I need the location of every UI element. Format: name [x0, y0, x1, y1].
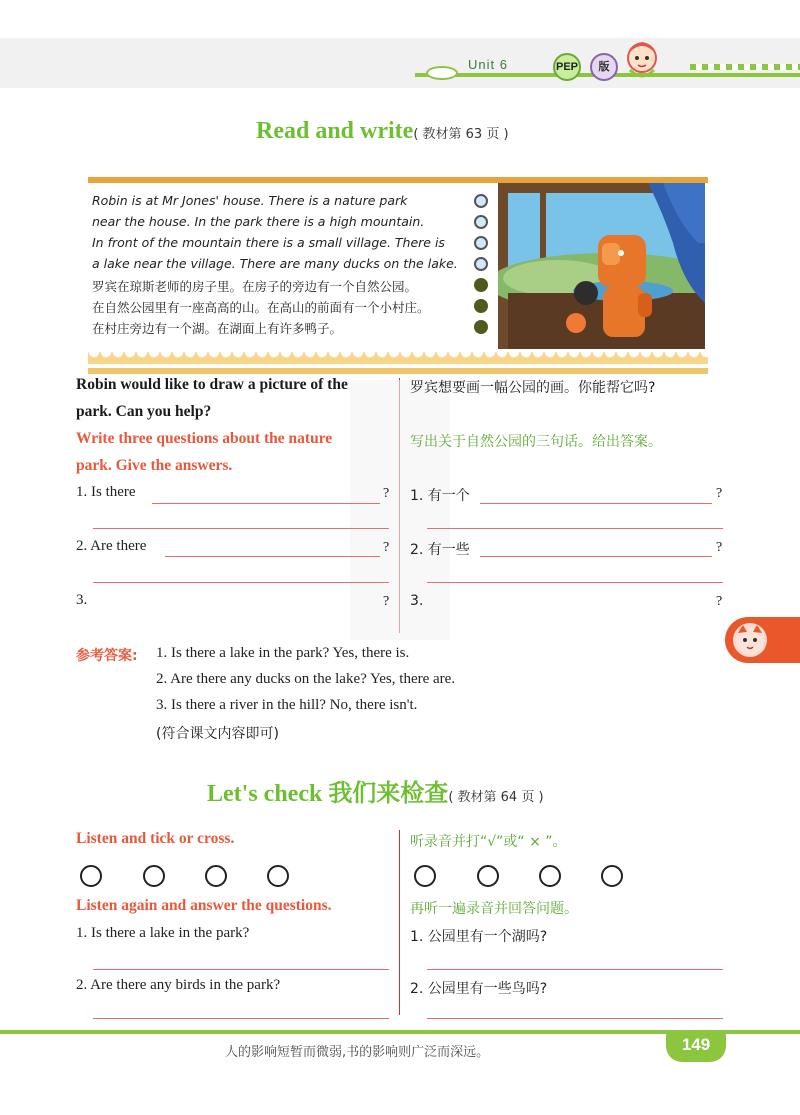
- binder-ring-icon: [474, 299, 488, 313]
- answer-line[interactable]: [93, 969, 389, 970]
- answer-line[interactable]: [152, 503, 380, 504]
- answer-line[interactable]: [93, 1018, 389, 1019]
- robot-window-illustration: [498, 183, 705, 349]
- prompt-en-line: Robin would like to draw a picture of the: [76, 376, 348, 393]
- footer-motto: 人的影响短暂而微弱,书的影响则广泛而深远。: [225, 1045, 490, 1060]
- question-cn-1: 1. 有一个: [410, 488, 470, 504]
- question-en-3: 3.: [76, 592, 88, 608]
- prompt-en-line: park. Can you help?: [76, 403, 212, 420]
- check-question-en-2: 2. Are there any birds in the park?: [76, 977, 281, 993]
- tick-cross-circle[interactable]: [267, 865, 289, 887]
- check-question-en-1: 1. Is there a lake in the park?: [76, 925, 250, 941]
- question-mark: ?: [383, 486, 390, 501]
- instruction-en-line: Write three questions about the nature: [76, 430, 333, 447]
- story-scallop-border: [88, 352, 708, 364]
- question-en-1: 1. Is there: [76, 484, 136, 500]
- binder-ring-icon: [474, 194, 488, 208]
- watermark-block: [350, 380, 450, 640]
- answer-line[interactable]: [165, 556, 380, 557]
- reference-answers-label: 参考答案:: [76, 648, 138, 664]
- read-write-title: Read and write: [256, 118, 414, 144]
- lets-check-title-row: [207, 773, 544, 808]
- answer-item: 2. Are there any ducks on the lake? Yes, there are.: [156, 671, 456, 687]
- tick-cross-circle[interactable]: [601, 865, 623, 887]
- answer-line[interactable]: [480, 503, 712, 504]
- question-cn-2: 2. 有一些: [410, 542, 470, 558]
- question-mark: ?: [383, 594, 390, 609]
- mascot-face-icon: [733, 623, 767, 657]
- question-mark: ?: [716, 594, 723, 609]
- answer-line[interactable]: [427, 1018, 723, 1019]
- story-line-en: Robin is at Mr Jones' house. There is a nature park: [92, 193, 408, 208]
- story-line-cn: 罗宾在琼斯老师的房子里。在房子的旁边有一个自然公园。: [92, 279, 418, 294]
- story-line-cn: 在自然公园里有一座高高的山。在高山的前面有一个小村庄。: [92, 300, 430, 315]
- story-line-en: a lake near the village. There are many ducks on the lake.: [92, 256, 458, 271]
- answer-item: 3. Is there a river in the hill? No, there isn't.: [156, 697, 418, 713]
- question-mark: ?: [716, 540, 723, 555]
- edition-badge: 版: [590, 53, 618, 81]
- check-question-cn-1: 1. 公园里有一个湖吗?: [410, 929, 548, 945]
- pep-badge: PEP: [553, 53, 581, 81]
- header-band: [0, 38, 800, 88]
- question-mark: ?: [716, 486, 723, 501]
- instruction-cn: 写出关于自然公园的三句话。给出答案。: [410, 434, 662, 450]
- prompt-cn: 罗宾想要画一幅公园的画。你能帮它吗?: [410, 380, 656, 396]
- read-write-page-ref: ( 教材第 63 页 ): [413, 127, 509, 142]
- answer-note: (符合课文内容即可): [156, 726, 279, 742]
- unit-label: Unit 6: [468, 57, 508, 72]
- instruction-en-line: park. Give the answers.: [76, 457, 233, 474]
- answer-line[interactable]: [427, 582, 723, 583]
- tick-cross-circle[interactable]: [143, 865, 165, 887]
- question-en-2: 2. Are there: [76, 538, 147, 554]
- lets-check-page-ref: ( 教材第 64 页 ): [448, 790, 544, 805]
- tick-cross-circle[interactable]: [80, 865, 102, 887]
- header-leaf-icon: [426, 66, 458, 80]
- answer-line[interactable]: [427, 528, 723, 529]
- answer-line[interactable]: [93, 528, 389, 529]
- binder-ring-icon: [474, 215, 488, 229]
- binder-ring-icon: [474, 257, 488, 271]
- answer-item: 1. Is there a lake in the park? Yes, there is.: [156, 645, 410, 661]
- listen-instruction-en: Listen and tick or cross.: [76, 830, 235, 847]
- binder-ring-icon: [474, 278, 488, 292]
- check-question-cn-2: 2. 公园里有一些鸟吗?: [410, 981, 548, 997]
- question-cn-3: 3.: [410, 593, 424, 609]
- tick-cross-circle[interactable]: [414, 865, 436, 887]
- read-write-title-row: [256, 118, 509, 145]
- question-mark: ?: [383, 540, 390, 555]
- listen-instruction-cn: 听录音并打“√”或“ × ”。: [410, 834, 567, 850]
- story-line-en: near the house. In the park there is a high mountain.: [92, 214, 425, 229]
- answer-line[interactable]: [93, 582, 389, 583]
- tick-cross-circle[interactable]: [477, 865, 499, 887]
- listen-again-en: Listen again and answer the questions.: [76, 897, 332, 914]
- lets-check-title: Let's check 我们来检查: [207, 781, 449, 807]
- tick-cross-circle[interactable]: [539, 865, 561, 887]
- cartoon-girl-icon: [614, 36, 670, 84]
- listen-again-cn: 再听一遍录音并回答问题。: [410, 901, 578, 917]
- page-number: 149: [681, 1035, 711, 1054]
- header-checker: [690, 64, 800, 70]
- answer-line[interactable]: [427, 969, 723, 970]
- story-line-en: In front of the mountain there is a small village. There is: [92, 235, 445, 250]
- story-line-cn: 在村庄旁边有一个湖。在湖面上有许多鸭子。: [92, 321, 343, 336]
- binder-ring-icon: [474, 320, 488, 334]
- column-divider: [399, 830, 400, 1015]
- tick-cross-circle[interactable]: [205, 865, 227, 887]
- binder-ring-icon: [474, 236, 488, 250]
- answer-line[interactable]: [480, 556, 712, 557]
